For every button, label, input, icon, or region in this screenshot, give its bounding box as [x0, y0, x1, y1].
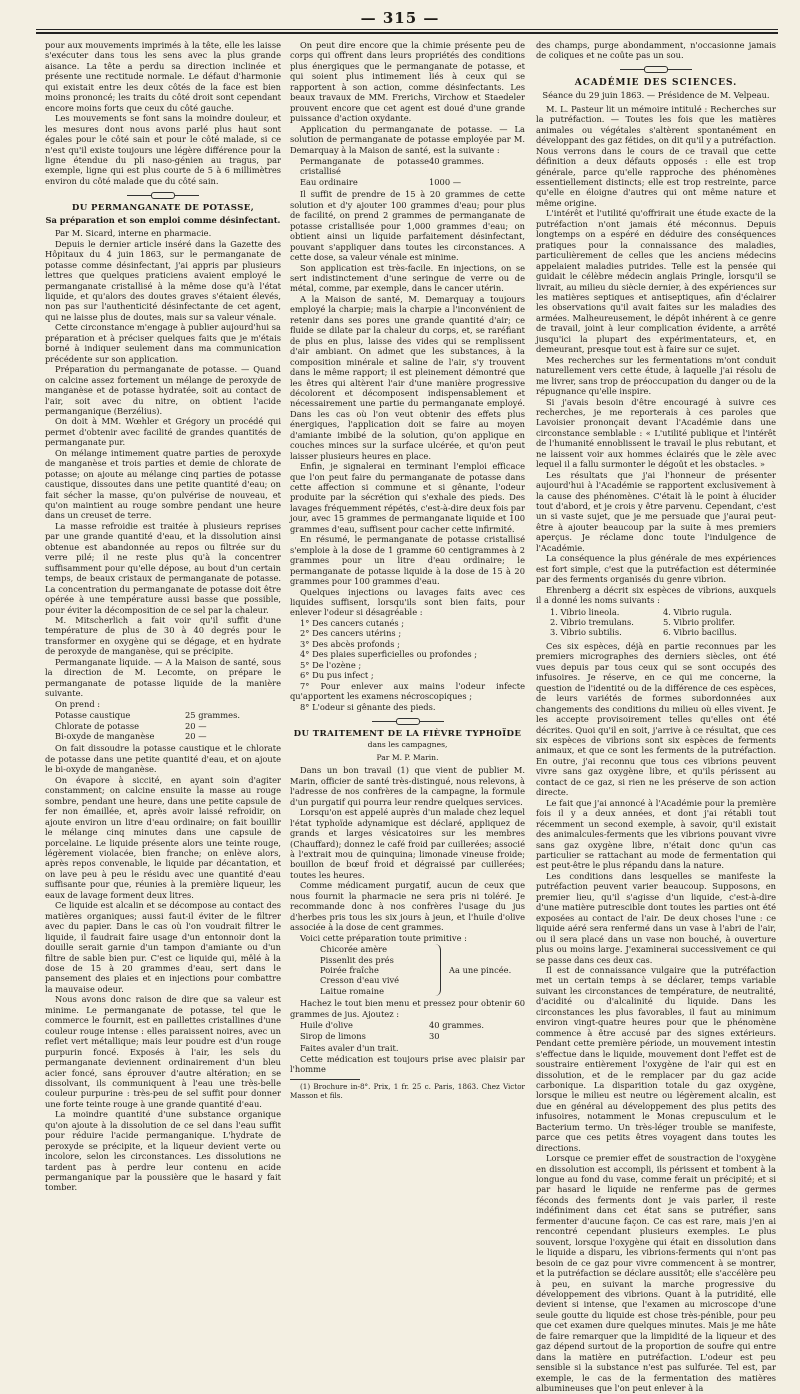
paragraph: On fait dissoudre la potasse caustique et le chlorate de potasse dans une petite quantité d'eau, et on ajoute le bi-oxyde de manganèse.: [45, 743, 281, 775]
paragraph: Les mouvements se font sans la moindre douleur, et les mesures dont nous avons parlé plus haut sont égales pour le côté sain et pour le côté malade, si ce n'est qu'il existe toujours une légère différence pour la ligne étendue du pli naso-génien au tragus, par exemple, ligne qui est plus courte de 5 à 6 millimètres environ du côté malade que du côté sain.: [45, 113, 281, 186]
brace-icon: [430, 944, 441, 996]
list-item: Cresson d'eau vivé: [320, 975, 400, 986]
paragraph: Ces six espèces, déjà en partie reconnues par les premiers micrographes des derniers siècles, ont été vues depuis par tous ceux qui se sont occupés des infusoires. Je réserve, en ce qui me concerne, la question de l'identité ou de la différence de ces espèces, de leurs variétés de formes subordonnées aux changements des conditions du milieu où elles vivent. Je les accepte provisoirement telles qu'elles ont été décrites. Quoi qu'il en soit, j'arrive à ce résultat, que ces six espèces de vibrions sont six espèces de ferments animaux, et que ce sont les ferments de la putréfaction. En outre, j'ai reconnu que tous ces vibrions peuvent vivre sans gaz oxygène libre, et qu'ils périssent au contact de ce gaz, si rien ne les préserve de son action directe.: [536, 640, 776, 798]
list-item: 3. Vibrio subtilis.: [550, 627, 622, 638]
paragraph: Le fait que j'ai annoncé à l'Académie pour la première fois il y a deux années, et dont j'ai rétabli tout récemment un second exemple, à savoir, qu'il existait des animalcules-ferments que les vibrions pouvant vivre sans gaz oxygène libre, n'était donc qu'un cas particulier se rattachant au mode de fermentation qui est peut-être le plus répandu dans la nature.: [536, 797, 776, 871]
list-item: 8° L'odeur si gênante des pieds.: [300, 701, 436, 712]
list-item: 1° Des cancers cutanés ;: [300, 617, 405, 628]
paragraph: Faites avaler d'un trait.: [300, 1043, 399, 1054]
paragraph: Dans un bon travail (1) que vient de publier M. Marin, officier de santé très-distingué, nous relevons, à l'adresse de nos confrères de la campagne, la formule d'un purgatif qui pourra leur rendre quelques services.: [290, 765, 525, 807]
paragraph: M. L. Pasteur lit un mémoire intitulé : Recherches sur la putréfaction. — Toutes les fois que les matières animales ou végétales s'altèrent spontanément en développant des gaz fétides, on dit qu'il y a putréfaction. Nous verrons dans le cours de ce travail que cette définition a deux défauts opposés : elle est trop générale, parce qu'elle rapproche des phénomènes essentiellement distincts; elle est trop restreinte, parce qu'elle en éloigne d'autres qui ont même nature et même origine.: [536, 103, 776, 208]
paragraph: Lorsqu'on est appelé auprès d'un malade chez lequel l'état typhoïde adynamique est déclaré, appliquez de grands et larges vésicatoires sur les membres (Chauffard); donnez le café froid par cuillerées; associé à l'extrait mou de quinquina; limonade vineuse froide; bouillon de bœuf froid et dégraissé par cuillerées; toutes les heures.: [290, 807, 525, 880]
separator: [536, 66, 776, 74]
header-rule: [36, 29, 778, 30]
paragraph: La masse refroidie est traitée à plusieurs reprises par une grande quantité d'eau, et la dissolution ainsi obtenue est abandonnée au repos ou filtrée sur du verre pilé; il ne reste plus qu'à la concentrer suffisamment pour qu'elle dépose, au bout d'un certain temps, de beaux cristaux de permanganate de potasse. La concentration du permanganate de potasse doit être opérée à une température aussi basse que possible, pour éviter la décomposition de ce sel par la chaleur.: [45, 520, 281, 615]
paragraph: Il suffit de prendre de 15 à 20 grammes de cette solution et d'y ajouter 100 grammes d'eau; pour plus de facilité, on prend 2 grammes de permanganate de potasse cristallisée pour 1,000 grammes d'eau; on obtient ainsi un liquide parfaitement désinfectant, pouvant s'appliquer dans toutes les circonstances. A cette dose, sa valeur vénale est minime.: [290, 189, 525, 263]
paragraph: On mélange intimement quatre parties de peroxyde de manganèse et trois parties et demie de chlorate de potasse; on ajoute au mélange cinq parties de potasse caustique, dissoutes dans une petite quantité d'eau; on fait sécher la masse, qu'on pulvérise de nouveau, et qu'on maintient au rouge sombre pendant une heure dans un creuset de terre.: [45, 447, 281, 521]
paragraph: Les résultats que j'ai l'honneur de présenter aujourd'hui à l'Académie se rapportent exclusivement à la cause des phénomènes. C'était là le point à élucider tout d'abord, et je crois y être parvenu. Cependant, c'est un si vaste sujet, que je me persuade que j'aurai peut-être à ajouter beaucoup par la suite à mes premiers aperçus. Je réclame donc toute l'indulgence de l'Académie.: [536, 469, 776, 553]
list-item: 4. Vibrio rugula.: [663, 606, 732, 617]
ornament-icon: [644, 66, 668, 73]
list-item: Chicorée amère: [320, 944, 388, 955]
recipe-row: Chlorate de potasse 20 —: [55, 720, 207, 731]
paragraph: On prend :: [55, 698, 101, 709]
recipe-row: Sirop de limons 30: [300, 1030, 440, 1041]
paragraph: Lorsque ce premier effet de soustraction de l'oxygène en dissolution est accompli, ils périssent et tombent à la longue au fond du vase, comme ferait un précipité; et si par hasard le liquide ne renferme pas de germes féconds des ferments dont je vais parler, il reste indéfiniment dans cet état sans se putréfier, sans fermenter d'aucune façon. Ce cas est rare, mais j'en ai rencontré cependant plusieurs exemples. Le plus souvent, lorsque l'oxygène qui était en dissolution dans le liquide a disparu, les vibrions-ferments qui n'ont pas besoin de ce gaz pour vivre commencent à se montrer, et la putréfaction se déclare aussitôt; elle s'accélère peu à peu, en suivant la marche progressive du développement des vibrions. Quant à la putridité, elle devient si intense, que l'examen au microscope d'une seule goutte du liquide est chose très-pénible, pour peu que cet examen dure quelques minutes. Mais je me hâte de faire remarquer que la limpidité de la liqueur et des gaz dépend surtout de la proportion de soufre qui entre dans la matière en putréfaction. L'odeur est peu sensible si la substance n'est pas sulfurée. Tel est, par exemple, le cas de la fermentation des matières albumineuses que l'on peut enlever à la: [536, 1153, 776, 1394]
paragraph: Ehrenberg a décrit six espèces de vibrions, auxquels il a donné les noms suivants :: [536, 584, 776, 606]
separator: [290, 717, 525, 725]
paragraph: Depuis le dernier article inséré dans la Gazette des Hôpitaux du 4 juin 1863, sur le permanganate de potasse comme désinfectant, j'ai appris par plusieurs lettres que quelques praticiens avaient employé le permanganate cristallisé à la même dose qu'à l'état liquide, et qu'alors des doutes graves s'étaient élevés, non pas sur l'authenticité désinfectante de cet agent, qui ne laisse plus de doutes, mais sur sa valeur vénale.: [45, 238, 281, 322]
byline: Par M. P. Marin.: [376, 752, 439, 762]
paragraph: Mes recherches sur les fermentations m'ont conduit naturellement vers cette étude, à laquelle j'ai résolu de me livrer, sans trop de préoccupation du danger ou de la répugnance qu'elle inspire.: [536, 354, 776, 397]
recipe-row: Potasse caustique 25 grammes.: [55, 710, 240, 721]
recipe-row: Bi-oxyde de manganèse 20 —: [55, 731, 207, 741]
list-item: Laitue romaine: [320, 985, 385, 996]
column-right: [536, 40, 776, 1394]
list-item: 3° Des abcès profonds ;: [300, 638, 400, 649]
separator: [45, 191, 281, 199]
paragraph: On doit à MM. Wœhler et Grégory un procédé qui permet d'obtenir avec facilité de grandes quantités de permanganate pur.: [45, 416, 281, 448]
section-title: ACADÉMIE DES SCIENCES.: [574, 77, 738, 88]
article-subtitle: dans les campagnes,: [367, 740, 448, 750]
article-title: DU TRAITEMENT DE LA FIÈVRE TYPHOÏDE: [293, 729, 522, 739]
paragraph: Ce liquide est alcalin et se décompose au contact des matières organiques; aussi faut-il éviter de le filtrer avec du papier. Dans le cas où l'on voudrait filtrer le liquide, il faudrait faire usage d'un entonnoir dont la douille serait garnie d'un tampon d'amiante ou d'un filtre de sable bien pur. C'est ce liquide qui, mêlé à la dose de 15 à 20 grammes d'eau, sert dans le pansement des plaies et en injections pour combattre la mauvaise odeur.: [45, 900, 281, 994]
recipe-row: Huile d'olive 40 grammes.: [300, 1020, 484, 1031]
ingredient-quantity: Aa une pincée.: [449, 964, 512, 975]
paragraph: Il est de connaissance vulgaire que la putréfaction met un certain temps à se déclarer, temps variable suivant les circonstances de température, de neutralité, d'acidité ou d'alcalinité du liquide. Dans les circonstances les plus favorables, il faut au minimum environ vingt-quatre heures pour que le phénomène commence à être accusé par des signes extérieurs. Pendant cette première période, un mouvement intestin s'effectue dans le liquide, mouvement dont l'effet est de soustraire entièrement l'oxygène de l'air qui est en dissolution, et de le remplacer par du gaz acide carbonique. La disparition totale du gaz oxygène, lorsque le milieu est neutre ou légèrement alcalin, est due en général au développement des plus petits des infusoires, notamment le Monas crepusculum et le Bacterium termo. Un très-léger trouble se manifeste, parce que ces petits êtres voyagent dans toutes les directions.: [536, 964, 776, 1153]
footnote: (1) Brochure in-8°. Prix, 1 fr. 25 c. Paris, 1863. Chez Victor Masson et fils.: [290, 1081, 525, 1100]
ornament-icon: [151, 192, 175, 199]
list-item: 5° De l'ozène ;: [300, 659, 362, 670]
paragraph: Préparation du permanganate de potasse. — Quand on calcine assez fortement un mélange de peroxyde de manganèse et de potasse hydratée, soit au contact de l'air, soit avec du nitre, on obtient l'acide permanganique (Berzélius).: [45, 364, 281, 416]
recipe-row: Permanganate de potasse cristallisé 40 grammes.: [300, 155, 484, 177]
list-item: 4° Des plaies superficielles ou profondes ;: [300, 649, 478, 660]
numbered-list: [290, 618, 525, 712]
list-item: Pissenlit des prés: [320, 954, 394, 965]
recipe-row: Eau ordinaire 1000 —: [300, 176, 462, 187]
paragraph: pour aux mouvements imprimés à la tête, elle les laisse s'exécuter dans tous les sens avec la plus grande aisance. La tête a perdu sa direction inclinée et présente une rectitude normale. Le défaut d'harmonie qui existait entre les deux côtés de la face est bien moins prononcé; les traits du côté droit sont cependant encore moins forts que ceux du côté gauche.: [45, 40, 281, 113]
page-number: — 315 —: [360, 9, 440, 27]
list-item: 6. Vibrio bacillus.: [663, 627, 737, 638]
paragraph: Voici cette préparation toute primitive :: [300, 932, 467, 943]
list-item: 6° Du pus infect ;: [300, 670, 374, 681]
paragraph: On évapore à siccité, en ayant soin d'agiter constamment; on calcine ensuite la masse au rouge sombre, pendant une heure, dans une petite capsule de fer non émaillée, et, après avoir laissé refroidir, on ajoute environ un litre d'eau ordinaire; on fait bouillir le mélange cinq minutes dans une capsule de porcelaine. Le liquide présente alors une teinte rouge, légèrement violacée, bien franche; on enlève alors, après repos convenable, le liquide par décantation, et on lave peu à peu le résidu avec une quantité d'eau suffisante pour que, réunies à la première liqueur, les eaux de lavage forment deux litres.: [45, 774, 281, 900]
column-middle: [290, 40, 525, 1190]
paragraph: Hachez le tout bien menu et pressez pour obtenir 60 grammes de jus. Ajoutez :: [290, 998, 525, 1019]
recipe-list: [300, 156, 525, 187]
paragraph: Nous avons donc raison de dire que sa valeur est minime. Le permanganate de potasse, tel que le commerce le fournit, est en paillettes cristallines d'une couleur rouge intense : elles paraissent noires, avec un reflet vert métallique; mais leur poudre est d'un rouge purpurin foncé. Exposés à l'air, les sels du permanganate deviennent ordinairement d'un bleu acier foncé, sans éprouver d'autre altération; en se dissolvant, ils communiquent à l'eau une très-belle couleur purpurine : très-peu de sel suffit pour donner une forte teinte rouge à une grande quantité d'eau.: [45, 994, 281, 1109]
paragraph: Son application est très-facile. En injections, on se sert indistinctement d'une seringue de verre ou de métal, comme, par exemple, dans le cancer utérin.: [290, 262, 525, 294]
paragraph: Si j'avais besoin d'être encouragé à suivre ces recherches, je me reporterais à ces paroles que Lavoisier prononçait devant l'Académie dans une circonstance semblable : « L'utilité publique et l'intérêt de l'humanité ennoblissent le travail le plus rebutant, et ne laissent voir aux hommes éclairés que le zèle avec lequel il a fallu surmonter le dégoût et les obstacles. »: [536, 396, 776, 470]
list-item: 2. Vibrio tremulans.: [550, 617, 634, 628]
list-item: 2° Des cancers utérins ;: [300, 628, 402, 639]
paragraph: A la Maison de santé, M. Demarquay a toujours employé la charpie; mais la charpie a l'inconvénient de retenir dans ses pores une grande quantité d'air; ce fluide se dilate par la chaleur du corps, et, se raréfiant de plus en plus, laisse des vides qui se remplissent d'air ambiant. On admet que les substances, à la composition minérale et saline de l'air, s'y trouvent dans le même rapport; il est pleinement démontré que les êtres qui altèrent l'air d'une manière progressive décolorent et décomposent indispensablement et nécessairement une partie du permanganate employé. Dans les cas où l'on veut obtenir des effets plus énergiques, l'application doit se faire au moyen d'amiante imbibé de la solution, qu'on applique en couches minces sur la surface ulcérée, et qu'on peut laisser plusieurs heures en place.: [290, 293, 525, 461]
footnote-rule: [290, 1079, 360, 1080]
recipe-list: [55, 710, 281, 741]
article-subtitle: Sa préparation et son emploi comme désinfectant.: [45, 214, 281, 225]
paragraph: La conséquence la plus générale de mes expériences est fort simple, c'est que la putréfaction est déterminée par des ferments organisés du genre vibrion.: [536, 553, 776, 585]
paragraph: Les conditions dans lesquelles se manifeste la putréfaction peuvent varier beaucoup. Supposons, en premier lieu, qu'il s'agisse d'un liquide, c'est-à-dire d'une matière putrescible dont toutes les parties ont été exposées au contact de l'air. De deux choses l'une : ce liquide aéré sera renfermé dans un vase à l'abri de l'air, ou il sera placé dans un vase non bouché, à ouverture plus ou moins large. J'examinerai successivement ce qui se passe dans ces deux cas.: [536, 870, 776, 965]
paragraph: des champs, purge abondamment, n'occasionne jamais de coliques et ne coûte pas un sou.: [536, 40, 776, 61]
paragraph: Permanganate liquide. — A la Maison de santé, sous la direction de M. Lecomte, on prépare le permanganate de potasse liquide de la manière suivante.: [45, 656, 281, 699]
article-title: DU PERMANGANATE DE POTASSE,: [71, 203, 255, 214]
byline: Par M. Sicard, interne en pharmacie.: [55, 228, 212, 239]
paragraph: Comme médicament purgatif, aucun de ceux que nous fournit la pharmacie ne sera pris ni toléré. Je recommande donc à nos confrères l'usage du jus d'herbes pris tous les six jours à jeun, et l'huile d'olive associée à la dose de cent grammes.: [290, 880, 525, 933]
header-rule-thick: [36, 32, 778, 34]
paragraph: Enfin, je signalerai en terminant l'emploi efficace que l'on peut faire du permanganate de potasse dans cette affection si commune et si gênante, l'odeur produite par la sécrétion qui s'exhale des pieds. Des lavages fréquemment répétés, c'est-à-dire deux fois par jour, avec 15 grammes de permanganate liquide et 100 grammes d'eau, suffisent pour cacher cette infirmité.: [290, 461, 525, 534]
recipe-list: [300, 1020, 525, 1041]
column-left: [45, 40, 281, 1193]
species-list: [550, 607, 776, 638]
paragraph: L'intérêt et l'utilité qu'offrirait une étude exacte de la putréfaction n'ont jamais été méconnus. Depuis longtemps on a espéré en déduire des conséquences pratiques pour la connaissance des maladies, particulièrement de celles que les anciens médecins appelaient maladies putrides. Telle est la pensée qui guidait le célèbre médecin anglais Pringle, lorsqu'il se livrait, au milieu du siècle dernier, à des expériences sur les matières septiques et antiseptiques, afin d'éclairer les observations qu'il avait faites sur les maladies des armées. Malheureusement, le dépôt inhérent à ce genre de travail, joint à leur complication évidente, a arrêté jusqu'ici la plupart des expérimentateurs, et, en demeurant, presque tout est à faire sur ce sujet.: [536, 208, 776, 355]
paragraph: M. Mitscherlich a fait voir qu'il suffit d'une température de plus de 30 à 40 degrés pour le transformer en oxygène qui se dégage, et en hydrate de peroxyde de manganèse, qui se précipite.: [45, 615, 281, 657]
paragraph: Quelques injections ou lavages faits avec ces liquides suffisent, lorsqu'ils sont bien faits, pour enlever l'odeur si désagréable :: [290, 586, 525, 618]
list-item: 1. Vibrio lineola.: [550, 606, 620, 617]
paragraph: Cette circonstance m'engage à publier aujourd'hui sa préparation et à préciser quelques faits que je m'étais borné à indiquer seulement dans ma communication précédente sur son application.: [45, 322, 281, 364]
list-item: Poirée fraîche: [320, 964, 379, 975]
paragraph: On peut dire encore que la chimie présente peu de corps qui offrent dans leurs propriétés des conditions plus énergiques que le permanganate de potasse, et qui soient plus intimement liés à ceux qui se rapportent à son action, comme désinfectants. Les beaux travaux de MM. Frerichs, Virchow et Staedeler prouvent encore que cet agent est doué d'une grande puissance d'action oxydante.: [290, 40, 525, 124]
paragraph: Application du permanganate de potasse. — La solution de permanganate de potasse employée par M. Demarquay à la Maison de santé, est la suivante :: [290, 123, 525, 155]
ornament-icon: [396, 718, 420, 725]
ingredient-list: [320, 944, 525, 996]
list-item: 7° Pour enlever aux mains l'odeur infecte qu'apportent les examens nécroscopiques ;: [290, 680, 525, 702]
list-item: 5. Vibrio prolifer.: [663, 617, 735, 628]
paragraph: Cette médication est toujours prise avec plaisir par l'homme: [290, 1053, 525, 1075]
paragraph: En résumé, le permanganate de potasse cristallisé s'emploie à la dose de 1 gramme 60 centigrammes à 2 grammes pour un litre d'eau ordinaire; le permanganate de potasse liquide à la dose de 15 à 20 grammes pour 100 grammes d'eau.: [290, 534, 525, 587]
paragraph: La moindre quantité d'une substance organique qu'on ajoute à la dissolution de ce sel dans l'eau suffit pour réduire l'acide permanganique. L'hydrate de peroxyde se précipite, et la liqueur devient verte ou incolore, selon les circonstances. Les dissolutions ne tardent pas à perdre leur contenu en acide permanganique par la poussière que le hasard y fait tomber.: [45, 1109, 281, 1193]
session-date: Séance du 29 juin 1863. — Présidence de M. Velpeau.: [542, 90, 770, 101]
